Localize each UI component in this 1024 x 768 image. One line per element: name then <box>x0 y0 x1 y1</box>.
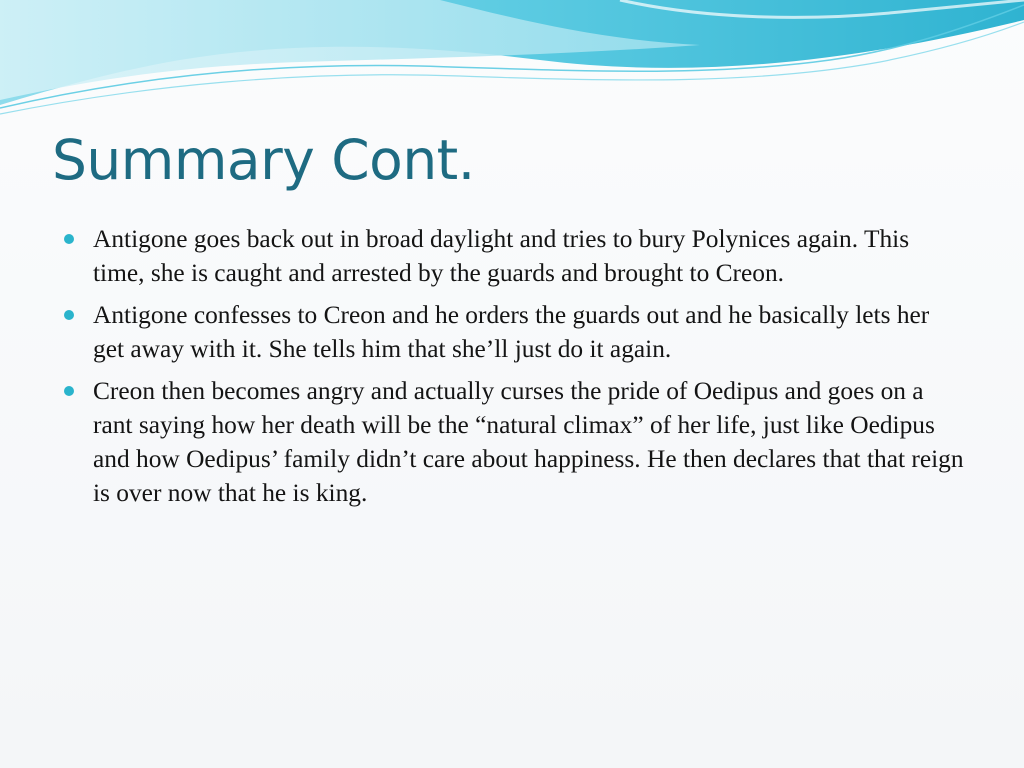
slide-title: Summary Cont. <box>52 128 475 192</box>
bullet-item <box>64 298 964 366</box>
bullet-dot-icon <box>64 310 74 320</box>
bullet-dot-icon <box>64 386 74 396</box>
bullet-item <box>64 222 964 290</box>
bullet-text: Antigone goes back out in broad daylight and tries to bury Polynices again. This time, she is caught and arrested by the guards and brought to Creon. <box>93 225 910 287</box>
bullet-text: Antigone confesses to Creon and he orders the guards out and he basically lets her get away with it. She tells him that she’ll just do it again. <box>93 301 930 363</box>
wave-decoration-icon <box>0 0 1024 130</box>
bullet-item <box>64 374 964 510</box>
bullet-text: Creon then becomes angry and actually curses the pride of Oedipus and goes on a rant saying how her death will be the “natural climax” of her life, just like Oedipus and how Oedipus’ family didn’t care about happiness. He then declares that that reign is over now that he is king. <box>93 377 964 507</box>
bullet-list <box>64 222 964 518</box>
bullet-dot-icon <box>64 234 74 244</box>
